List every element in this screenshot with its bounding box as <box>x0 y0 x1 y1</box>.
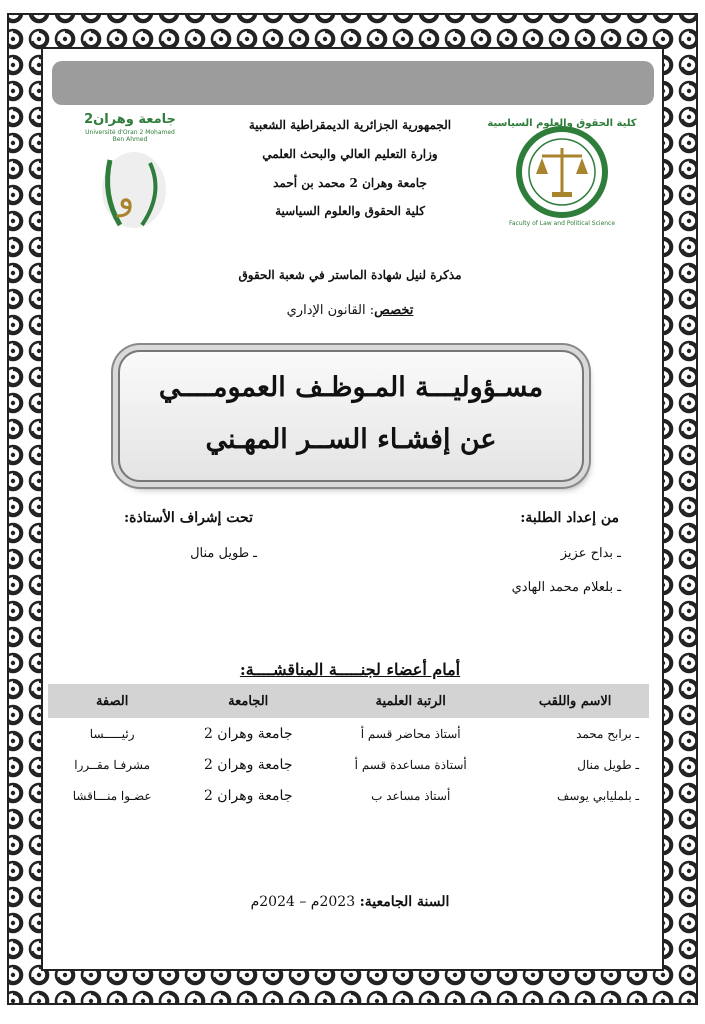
member-university: جامعة وهران 2 <box>203 725 293 742</box>
member-name: ـ بلمليابي يوسف <box>556 788 639 803</box>
academic-year-value: 2023م – 2024م <box>250 894 356 910</box>
svg-text:و: و <box>117 178 135 218</box>
faculty-logo <box>487 112 637 230</box>
svg-text:Faculty of Law and Political S: Faculty of Law and Political Science <box>508 220 616 227</box>
specialty-label: تخصص <box>374 303 414 318</box>
member-role: رئيـــــسا <box>89 726 135 741</box>
republic-name: الجمهورية الجزائرية الديمقراطية الشعبية <box>248 118 452 132</box>
committee-title: أمام أعضاء لجنـــــة المناقشــــة: <box>239 660 461 679</box>
member-university: جامعة وهران 2 <box>203 756 293 773</box>
committee-table <box>48 684 649 811</box>
specialty-value: القانون الإداري <box>286 303 366 318</box>
member-rank: أستاذة مساعدة قسم أ <box>354 757 467 772</box>
students-label: من إعداد الطلبة: <box>520 510 619 526</box>
table-row <box>48 780 649 811</box>
academic-year <box>150 894 550 910</box>
table-header-row <box>48 684 649 718</box>
member-rank: أستاذ مساعد ب <box>371 788 451 803</box>
member-name: ـ طويل منال <box>577 757 639 772</box>
member-role: مشرفـا مقــررا <box>74 757 151 772</box>
thesis-title-box <box>118 350 584 482</box>
member-university: جامعة وهران 2 <box>203 787 293 804</box>
column-header: الجامعة <box>228 693 269 709</box>
column-header: الاسم واللقب <box>538 693 612 709</box>
student-name: ـ بداح عزيز <box>560 546 621 561</box>
table-row <box>48 749 649 780</box>
member-rank: أستاذ محاضر قسم أ <box>360 726 461 741</box>
thesis-title-line2: عن إفشـاء الســر المهـني <box>205 424 497 455</box>
column-header: الرتبة العلمية <box>375 693 446 709</box>
member-name: ـ برابح محمد <box>576 726 639 741</box>
supervisor-name: ـ طويل منال <box>190 546 257 561</box>
header-bar <box>52 61 654 105</box>
student-name: ـ بلعلام محمد الهادي <box>511 580 621 595</box>
university-name: جامعة وهران 2 محمد بن أحمد <box>273 176 427 190</box>
memo-purpose: مذكرة لنيل شهادة الماستر في شعبة الحقوق <box>238 268 462 282</box>
supervisor-label: تحت إشراف الأستاذة: <box>123 510 253 526</box>
academic-year-label: السنة الجامعية: <box>359 894 450 910</box>
ministry-name: وزارة التعليم العالي والبحث العلمي <box>262 147 438 161</box>
table-row <box>48 718 649 749</box>
specialty: تخصص: القانون الإداري <box>286 303 414 318</box>
member-role: عضـوا منـــاقشا <box>72 788 152 803</box>
column-header: الصفة <box>95 693 129 709</box>
faculty-name: كلية الحقوق والعلوم السياسية <box>275 204 425 218</box>
svg-text:كلية الحقوق والعلوم السياسية: كلية الحقوق والعلوم السياسية <box>487 118 637 129</box>
university-logo: جامعة وهران2 Université d'Oran 2 Mohamed Ben Ahmed و <box>80 112 180 237</box>
thesis-title-line1: مسـؤوليـــة المـوظـف العمومــــي <box>158 372 544 403</box>
